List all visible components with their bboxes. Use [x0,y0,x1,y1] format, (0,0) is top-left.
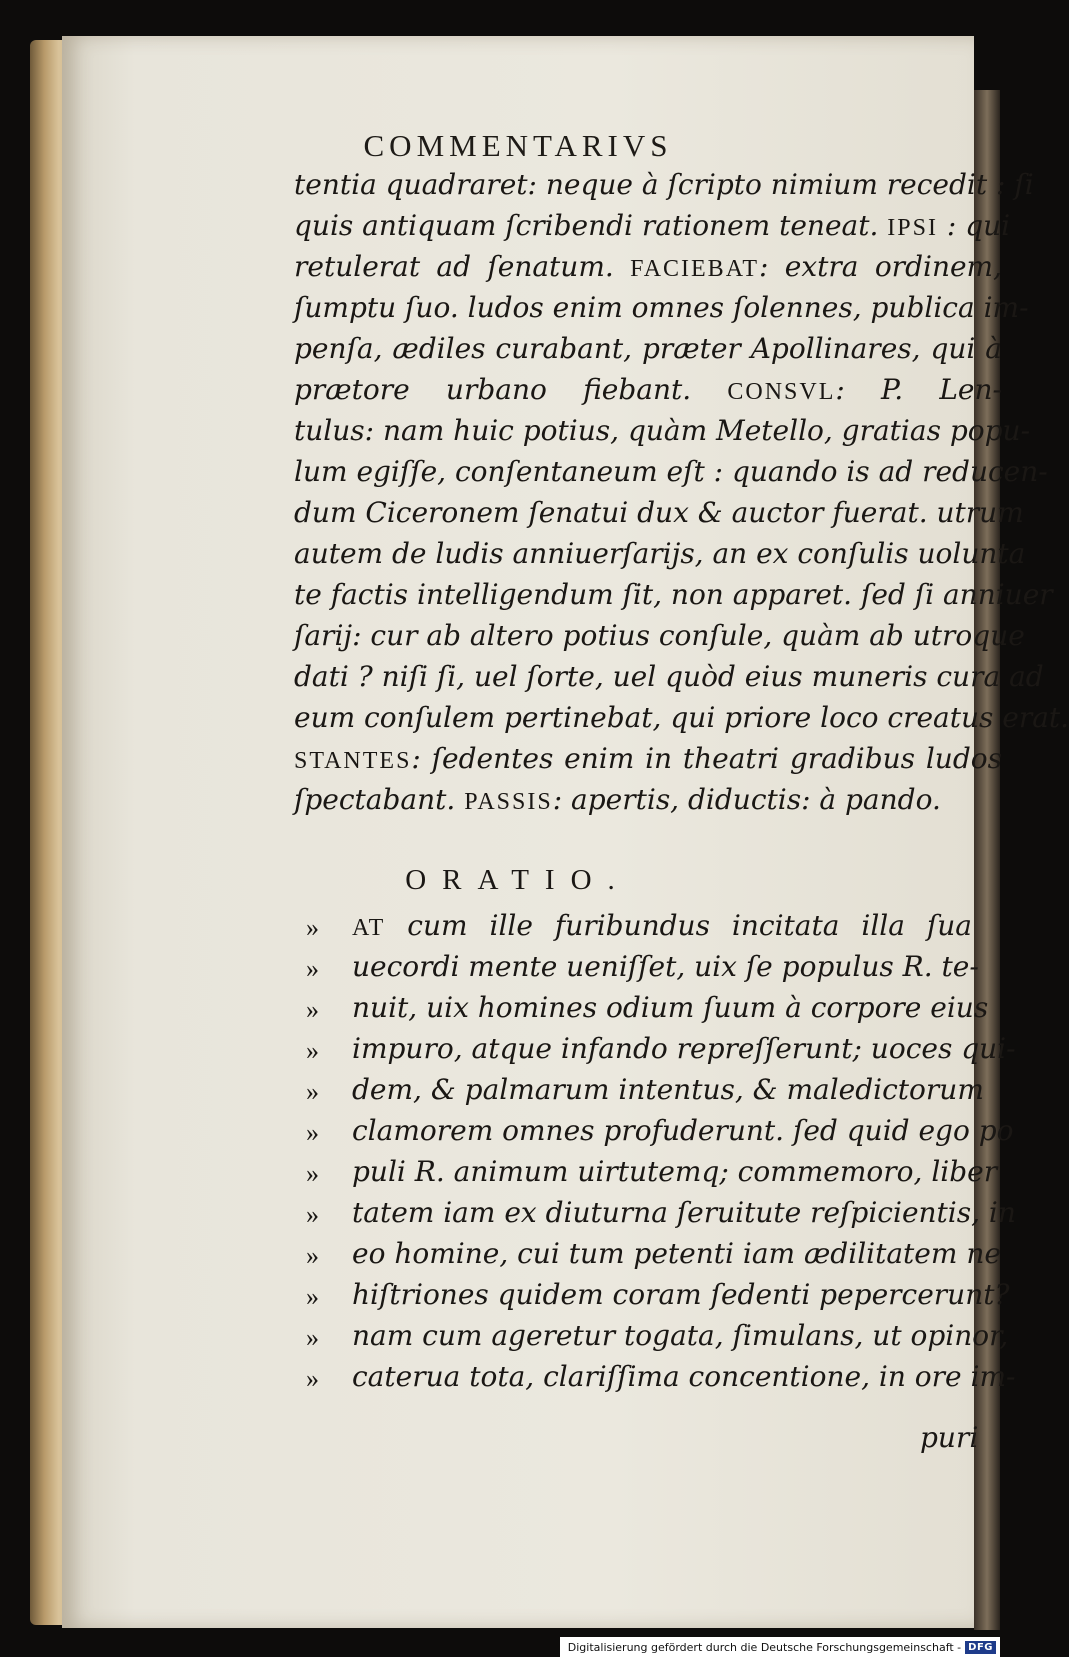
line-text: nuit, uix homines odium ſuum à corpore eius [352,991,989,1024]
lemma-word: IPSI [887,215,938,241]
line-text: impuro, atque infando repreſſerunt; uoces qui- [352,1032,1016,1065]
line-text: penſa, ædiles curabant, præter Apollinares, qui à [294,332,1002,365]
oration-line [352,1155,998,1188]
line-text: : P. Len- [835,373,1002,406]
line-text: uecordi mente ueniſſet, uix ſe populus R. te- [352,950,979,983]
commentary-line [294,783,1002,816]
quotation-mark: » [306,1159,319,1188]
line-text: tentia quadraret: neque à ſcripto nimium recedit : ſi [294,168,1034,201]
quotation-mark: » [306,1364,319,1393]
line-text: lum egiſſe, conſentaneum eſt : quando is ad reducen- [294,455,1048,488]
oration-line [352,950,979,983]
quotation-mark: » [306,995,319,1024]
line-text: quis antiquam ſcribendi rationem teneat. [294,209,888,242]
line-text: hiſtriones quidem coram ſedenti pepercerunt? [352,1278,1010,1311]
commentary-line [294,291,1029,324]
quotation-mark: » [306,1282,319,1311]
line-text: : qui [937,209,1011,242]
page [62,36,1069,1628]
commentary-line [294,660,1044,693]
line-text: caterua tota, clariſſima concentione, in ore im- [352,1360,1016,1393]
dfg-logo: DFG [965,1641,996,1654]
catchword: puri [920,1421,979,1454]
commentary-line [294,619,1025,652]
footer-text: Digitalisierung gefördert durch die Deutsche Forschungsgemeinschaft - [567,1640,962,1654]
commentary-line [294,537,1026,570]
lemma-word: FACIEBAT [630,256,760,282]
quotation-mark: » [306,1200,319,1229]
oration-line [352,1114,1014,1147]
line-text: nam cum ageretur togata, ſimulans, ut opinor, [352,1319,1009,1352]
line-text: dati ? niſi ſi, uel ſorte, uel quòd eius muneris cura ad [294,660,1044,693]
oration-line [352,1278,1010,1311]
line-text: ſarij: cur ab altero potius conſule, quàm ab utroque [294,619,1025,652]
line-text: autem de ludis anniuerſarijs, an ex conſulis uolunta [294,537,1026,570]
oration-heading: ORATIO. [405,864,631,896]
quotation-mark: » [306,1118,319,1147]
commentary-line [294,414,1031,447]
commentary-line [294,496,1024,529]
quotation-mark: » [306,1077,319,1106]
line-text: eo homine, cui tum petenti iam ædilitatem ne [352,1237,1001,1270]
line-text: : apertis, diductis: à pando. [552,783,941,816]
commentary-line [294,209,1011,242]
running-head: COMMENTARIVS [363,128,673,163]
line-text: retulerat ad ſenatum. [294,250,631,283]
oration-line [352,1073,984,1106]
line-text: tulus: nam huic potius, quàm Metello, gratias popu- [294,414,1031,447]
oration-line [352,1196,1016,1229]
oration-line [352,1360,1016,1393]
lemma-word: CONSVL [727,379,836,405]
oration-line [352,1319,1009,1352]
quotation-mark: » [306,1323,319,1352]
line-text: dem, & palmarum intentus, & maledictorum [352,1073,984,1106]
digitization-footer [560,1637,1000,1657]
lemma-word: PASSIS [464,789,553,815]
commentary-line [294,742,1002,775]
commentary-line [294,332,1002,365]
oration-line [352,991,989,1024]
oration-line [352,1237,1001,1270]
commentary-line [294,578,1053,611]
commentary-line [294,701,1069,734]
quotation-mark: » [306,954,319,983]
commentary-line [294,250,1003,283]
line-text: : extra ordinem, [759,250,1003,283]
line-text: tatem iam ex diuturna ſeruitute reſpicientis, in [352,1196,1016,1229]
line-text: clamorem omnes profuderunt. ſed quid ego po [352,1114,1014,1147]
line-text: cum ille furibundus incitata illa ſua [385,909,972,942]
line-text: ſpectabant. [294,783,465,816]
quotation-mark: » [306,1036,319,1065]
lemma-word: AT [352,915,386,941]
commentary-line [294,168,1034,201]
line-text: eum conſulem pertinebat, qui priore loco creatus erat. [294,701,1069,734]
line-text: : ſedentes enim in theatri gradibus ludos [411,742,1002,775]
oration-line [352,909,972,942]
commentary-line [294,373,1002,406]
lemma-word: STANTES [294,748,412,774]
quotation-mark: » [306,913,319,942]
oration-line [352,1032,1016,1065]
line-text: prætore urbano fiebant. [294,373,728,406]
line-text: te factis intelligendum ſit, non apparet. ſed ſi anniuer [294,578,1053,611]
commentary-line [294,455,1048,488]
quotation-mark: » [306,1241,319,1270]
line-text: ſumptu ſuo. ludos enim omnes ſolennes, publica im- [294,291,1029,324]
line-text: dum Ciceronem ſenatui dux & auctor fuerat. utrum [294,496,1024,529]
line-text: puli R. animum uirtutemq; commemoro, liber [352,1155,998,1188]
